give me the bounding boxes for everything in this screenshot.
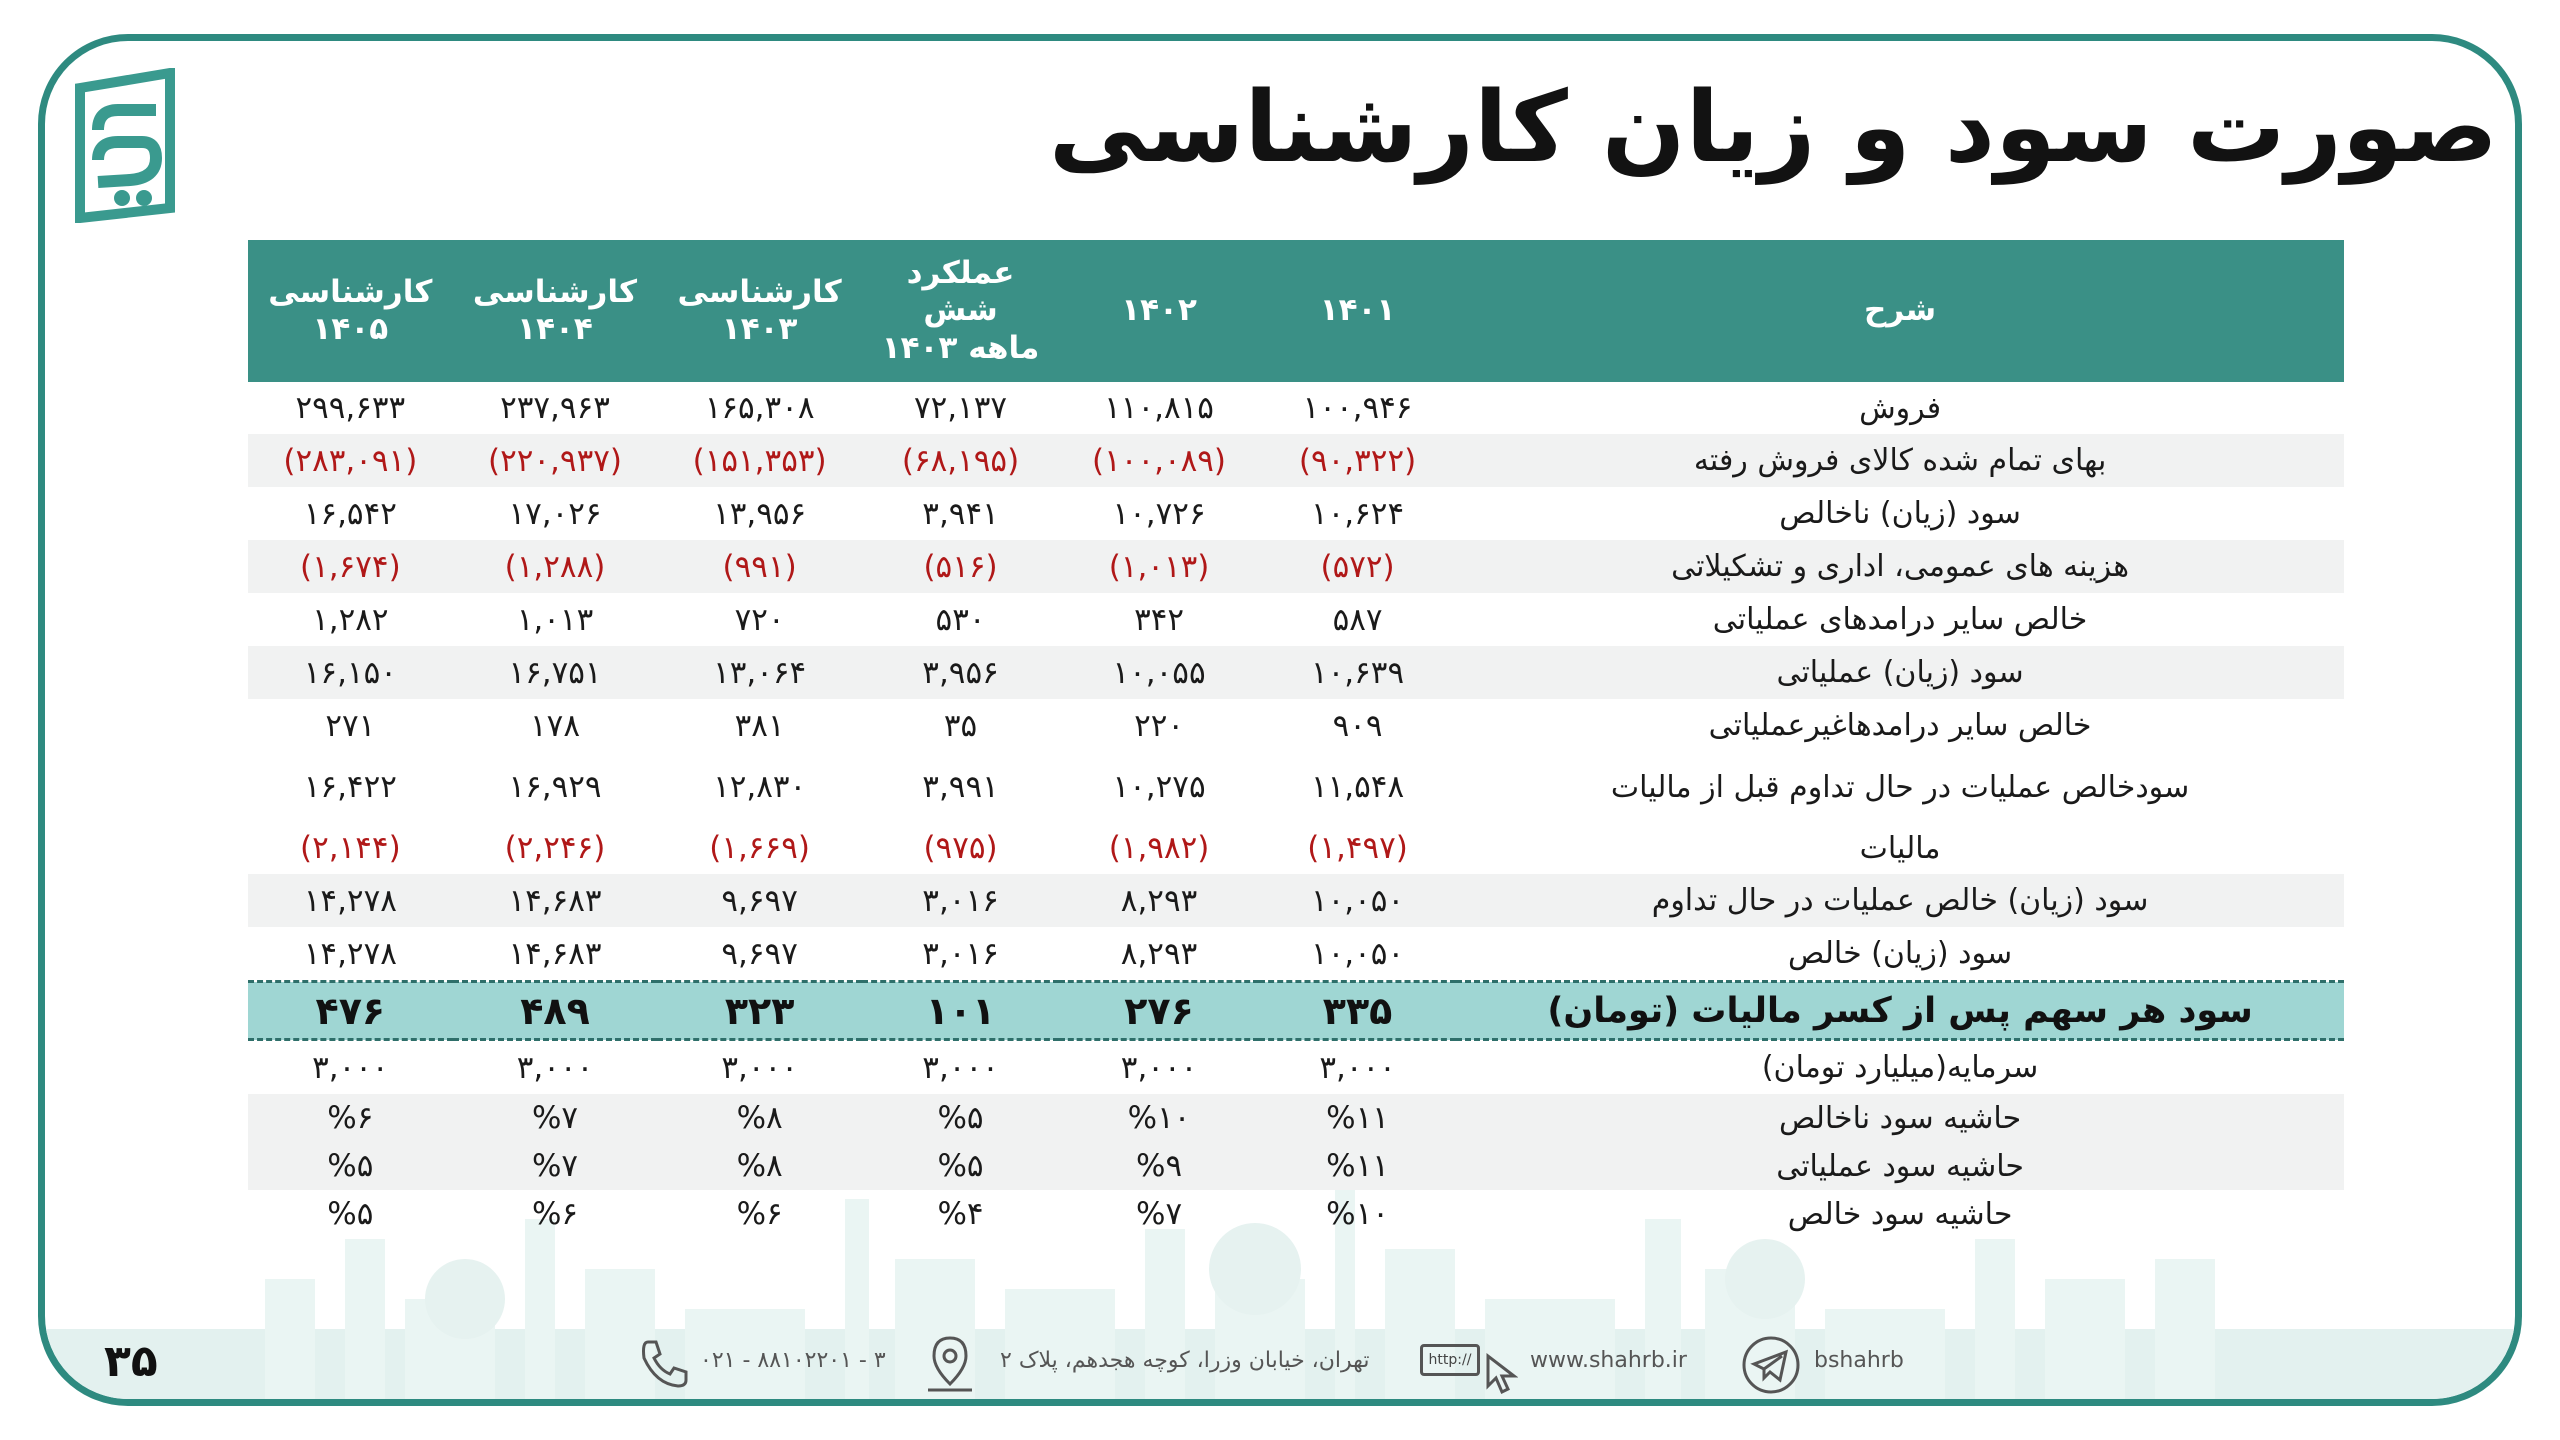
row-value: %۵	[862, 1142, 1059, 1190]
row-label: بهای تمام شده کالای فروش رفته	[1456, 434, 2344, 487]
row-value: ۱۰,۰۵۵	[1059, 646, 1259, 699]
row-value: %۱۱	[1259, 1094, 1456, 1142]
table-row	[248, 927, 2344, 982]
table-row	[248, 434, 2344, 487]
header-1403-actual	[862, 240, 1059, 382]
table-row	[248, 540, 2344, 593]
row-value: ۱۰,۰۵۰	[1259, 874, 1456, 927]
row-value: ۱,۰۱۳	[516, 601, 594, 638]
table-row	[248, 646, 2344, 699]
row-label: سود (زیان) عملیاتی	[1456, 646, 2344, 699]
row-value: ۱۴,۲۷۸	[303, 935, 397, 972]
header-1403-estimate	[657, 240, 862, 382]
row-value: ۱۶,۵۴۲	[303, 495, 397, 532]
row-value: %۸	[657, 1094, 862, 1142]
row-value: %۷	[453, 1094, 658, 1142]
row-value: ۱۷۸	[530, 707, 580, 744]
row-value: (۱,۲۸۸)	[453, 540, 658, 593]
table-row	[248, 699, 2344, 752]
row-value: (۲,۲۴۶)	[504, 830, 606, 866]
row-value: (۱,۴۹۷)	[1307, 830, 1408, 866]
header-1402: ۱۴۰۲	[1059, 240, 1259, 382]
row-value: ۱۰,۰۵۰	[1310, 935, 1405, 972]
header-line-2: ماهه ۱۴۰۳	[881, 329, 1040, 366]
header-line-2: ۱۴۰۳	[721, 311, 798, 347]
row-value: ۳۴۲	[1134, 601, 1185, 638]
row-value: ۸,۲۹۳	[1120, 935, 1198, 972]
row-value: ۱۴,۶۸۳	[453, 874, 658, 927]
header-line-1: عملکرد شش	[906, 255, 1015, 329]
row-label: سودخالص عملیات در حال تداوم قبل از مالیات	[1610, 769, 2190, 805]
row-value: ۱۳,۹۵۶	[713, 495, 807, 532]
row-value: ۲۷۱	[325, 707, 376, 744]
table-header-row	[248, 240, 2344, 382]
row-value: ۱۲,۸۳۰	[713, 769, 807, 805]
row-value: ۳,۹۹۱	[922, 769, 999, 805]
row-value: ۱۰,۷۲۶	[1112, 495, 1206, 532]
row-value: ۳,۰۱۶	[922, 935, 999, 972]
row-value: ۵۸۷	[1332, 601, 1383, 638]
row-value: ۳۲۳	[657, 982, 862, 1040]
table-row	[248, 752, 2344, 822]
row-value: ۱۰,۶۲۴	[1310, 495, 1405, 532]
row-label: فروش	[1859, 390, 1942, 426]
row-value: ۳,۰۱۶	[862, 874, 1059, 927]
header-1405-estimate	[248, 240, 453, 382]
row-value: ۹,۶۹۷	[657, 874, 862, 927]
row-value: (۱,۶۷۴)	[248, 540, 453, 593]
row-label: مالیات	[1859, 830, 1941, 866]
table-row	[248, 382, 2344, 434]
row-value: ۱۱۰,۸۱۵	[1104, 390, 1214, 426]
row-value: %۹	[1059, 1142, 1259, 1190]
row-value: ۷۲۰	[734, 601, 785, 638]
row-value: (۲,۱۴۴)	[300, 830, 401, 866]
row-value: ۱۴,۲۷۸	[248, 874, 453, 927]
row-value: ۱۶,۷۵۱	[453, 646, 658, 699]
table-row	[248, 487, 2344, 540]
footer-telegram: bshahrb	[1814, 1348, 1904, 1373]
header-line-1: کارشناسی	[472, 273, 638, 310]
row-value: (۱۵۱,۳۵۳)	[657, 434, 862, 487]
row-value: %۸	[657, 1142, 862, 1190]
row-value: %۱۰	[1059, 1094, 1259, 1142]
row-value: (۲۸۳,۰۹۱)	[248, 434, 453, 487]
cursor-icon	[1484, 1352, 1518, 1396]
row-value: (۹۷۵)	[923, 830, 998, 866]
row-value: (۵۱۶)	[862, 540, 1059, 593]
url-tag: http://	[1428, 1352, 1472, 1368]
row-value: ۱۶,۴۲۲	[303, 769, 397, 805]
row-label: سود (زیان) خالص عملیات در حال تداوم	[1456, 874, 2344, 927]
table-row	[248, 593, 2344, 646]
row-value: ۳,۰۰۰	[312, 1049, 389, 1086]
row-value: ۱۰۰,۹۴۶	[1302, 390, 1413, 426]
row-value: ۲۲۰	[1134, 707, 1185, 744]
row-value: (۱۰۰,۰۸۹)	[1059, 434, 1259, 487]
row-value: ۱۶,۹۲۹	[508, 769, 602, 805]
row-value: (۹۹۱)	[657, 540, 862, 593]
page-number: ۳۵	[104, 1336, 158, 1387]
row-value: %۵	[248, 1142, 453, 1190]
row-value: ۱,۲۸۲	[312, 601, 389, 638]
row-value: %۴	[937, 1196, 984, 1232]
company-logo-icon	[70, 68, 185, 223]
header-line-2: ۱۴۰۴	[517, 311, 593, 347]
table-row	[248, 1040, 2344, 1095]
row-label: حاشیه سود عملیاتی	[1456, 1142, 2344, 1190]
row-value: ۱۶۵,۳۰۸	[704, 390, 815, 426]
row-value: %۶	[736, 1196, 783, 1232]
table-row	[248, 874, 2344, 927]
row-value: (۲۲۰,۹۳۷)	[453, 434, 658, 487]
row-value: ۸,۲۹۳	[1059, 874, 1259, 927]
eps-row	[248, 982, 2344, 1040]
table-row	[248, 1190, 2344, 1238]
row-value: ۳,۰۰۰	[721, 1049, 798, 1086]
row-value: (۶۸,۱۹۵)	[862, 434, 1059, 487]
table-body	[248, 382, 2344, 1238]
row-value: ۱۷,۰۲۶	[508, 495, 602, 532]
row-value: ۲۳۷,۹۶۳	[500, 390, 610, 426]
telegram-icon	[1740, 1334, 1802, 1396]
row-value: ۱۳,۰۶۴	[657, 646, 862, 699]
footer-phone: ۰۲۱ - ۸۸۱۰۲۲۰۱ - ۳	[700, 1348, 886, 1373]
row-value: ۱۰,۲۷۵	[1112, 769, 1206, 805]
row-label: سرمایه(میلیارد تومان)	[1761, 1050, 2039, 1085]
row-value: %۶	[248, 1094, 453, 1142]
location-icon	[922, 1332, 978, 1396]
row-value: ۳,۹۵۶	[862, 646, 1059, 699]
row-value: (۹۰,۳۲۲)	[1259, 434, 1456, 487]
row-value: ۱۰۱	[862, 982, 1059, 1040]
row-value: %۵	[862, 1094, 1059, 1142]
row-value: ۳,۹۴۱	[922, 495, 999, 532]
row-value: %۱۱	[1259, 1142, 1456, 1190]
row-value: ۱۶,۱۵۰	[248, 646, 453, 699]
row-label: هزینه های عمومی، اداری و تشکیلاتی	[1456, 540, 2344, 593]
row-value: ۴۸۹	[453, 982, 658, 1040]
phone-icon	[636, 1336, 692, 1392]
row-value: ۲۷۶	[1059, 982, 1259, 1040]
header-line-1: کارشناسی	[268, 273, 433, 310]
row-value: ۹,۶۹۷	[721, 935, 798, 972]
table-row	[248, 822, 2344, 874]
row-value: (۱,۶۶۹)	[709, 830, 810, 866]
row-label: حاشیه سود خالص	[1787, 1196, 2013, 1232]
row-value: %۱۰	[1326, 1196, 1389, 1232]
footer-address: تهران، خیابان وزرا، کوچه هجدهم، پلاک ۲	[1000, 1348, 1370, 1373]
row-label: حاشیه سود ناخالص	[1456, 1094, 2344, 1142]
row-value: ۲۹۹,۶۳۳	[295, 390, 406, 426]
table-row	[248, 1094, 2344, 1142]
row-value: ۱۱,۵۴۸	[1310, 769, 1405, 805]
row-value: ۳,۰۰۰	[922, 1049, 999, 1086]
row-value: (۱,۰۱۳)	[1059, 540, 1259, 593]
table-row	[248, 1142, 2344, 1190]
income-statement-table	[248, 240, 2344, 1238]
row-value: ۹۰۹	[1332, 707, 1383, 744]
row-label: سود (زیان) ناخالص	[1779, 496, 2021, 531]
page-title: صورت سود و زیان کارشناسی	[1048, 71, 2498, 185]
header-desc: شرح	[1456, 240, 2344, 382]
footer-website: www.shahrb.ir	[1530, 1348, 1687, 1373]
row-value: ۳۸۱	[734, 707, 785, 744]
row-value: ۴۷۶	[248, 982, 453, 1040]
row-value: ۱۴,۶۸۳	[508, 935, 602, 972]
row-label: خالص سایر درامدهاغیرعملیاتی	[1708, 708, 2092, 743]
row-label: سود (زیان) خالص	[1788, 936, 2013, 971]
row-value: ۵۳۰	[935, 601, 986, 638]
row-value: ۳۵	[943, 707, 978, 744]
row-label: خالص سایر درامدهای عملیاتی	[1712, 602, 2088, 637]
row-value: (۱,۹۸۲)	[1108, 830, 1210, 866]
row-value: %۷	[453, 1142, 658, 1190]
row-value: ۱۰,۶۳۹	[1259, 646, 1456, 699]
row-label: سود هر سهم پس از کسر مالیات (تومان)	[1456, 982, 2344, 1040]
header-1401: ۱۴۰۱	[1259, 240, 1456, 382]
browser-icon	[1420, 1344, 1480, 1376]
header-1404-estimate	[453, 240, 658, 382]
header-line-1: کارشناسی	[677, 273, 842, 310]
row-value: %۵	[327, 1196, 374, 1232]
header-line-2: ۱۴۰۵	[312, 311, 389, 347]
row-value: %۷	[1135, 1196, 1183, 1232]
row-value: ۳,۰۰۰	[516, 1049, 594, 1086]
row-value: ۳,۰۰۰	[1120, 1049, 1198, 1086]
row-value: %۶	[531, 1196, 579, 1232]
row-value: (۵۷۲)	[1259, 540, 1456, 593]
row-value: ۳,۰۰۰	[1319, 1049, 1396, 1086]
row-value: ۳۳۵	[1259, 982, 1456, 1040]
row-value: ۷۲,۱۳۷	[913, 390, 1008, 426]
